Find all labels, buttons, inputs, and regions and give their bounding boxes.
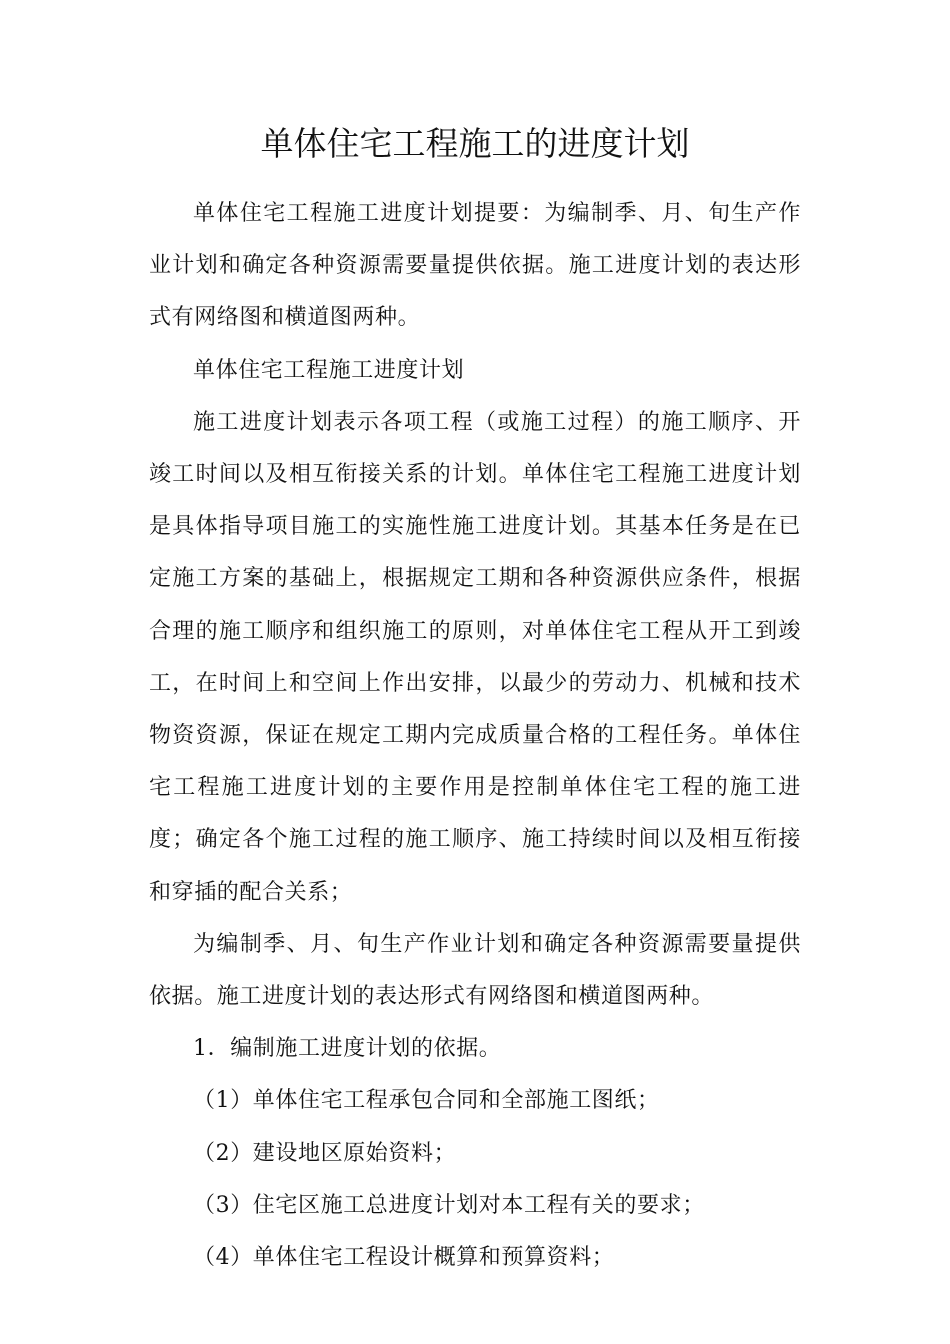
paragraph-definition: 施工进度计划表示各项工程（或施工过程）的施工顺序、开竣工时间以及相互衔接关系的计划。单体住宅工程施工进度计划是具体指导项目施工的实施性施工进度计划。其基本任务是在已定施工方案的基础上，根据规定工期和各种资源供应条件，根据合理的施工顺序和组织施工的原则，对单体住宅工程从开工到竣工，在时间上和空间上作出安排，以最少的劳动力、机械和技术物资资源，保证在规定工期内完成质量合格的工程任务。单体住宅工程施工进度计划的主要作用是控制单体住宅工程的施工进度；确定各个施工过程的施工顺序、施工持续时间以及相互衔接和穿插的配合关系； <box>149 409 801 905</box>
list-item: （1）单体住宅工程承包合同和全部施工图纸； <box>193 1088 660 1114</box>
list-item: （3）住宅区施工总进度计划对本工程有关的要求； <box>193 1192 705 1218</box>
list-item: （4）单体住宅工程设计概算和预算资料； <box>193 1245 615 1271</box>
list-item: （2）建设地区原始资料； <box>193 1140 457 1166</box>
paragraph-heading: 单体住宅工程施工进度计划 <box>193 357 465 383</box>
document-title: 单体住宅工程施工的进度计划 <box>260 124 690 163</box>
paragraph-summary: 单体住宅工程施工进度计划提要：为编制季、月、旬生产作业计划和确定各种资源需要量提供依据。施工进度计划的表达形式有网络图和横道图两种。 <box>149 201 801 331</box>
section-heading-basis: 1．编制施工进度计划的依据。 <box>193 1036 502 1062</box>
document-body <box>149 188 801 1284</box>
paragraph-purpose: 为编制季、月、旬生产作业计划和确定各种资源需要量提供依据。施工进度计划的表达形式有网络图和横道图两种。 <box>149 931 801 1010</box>
